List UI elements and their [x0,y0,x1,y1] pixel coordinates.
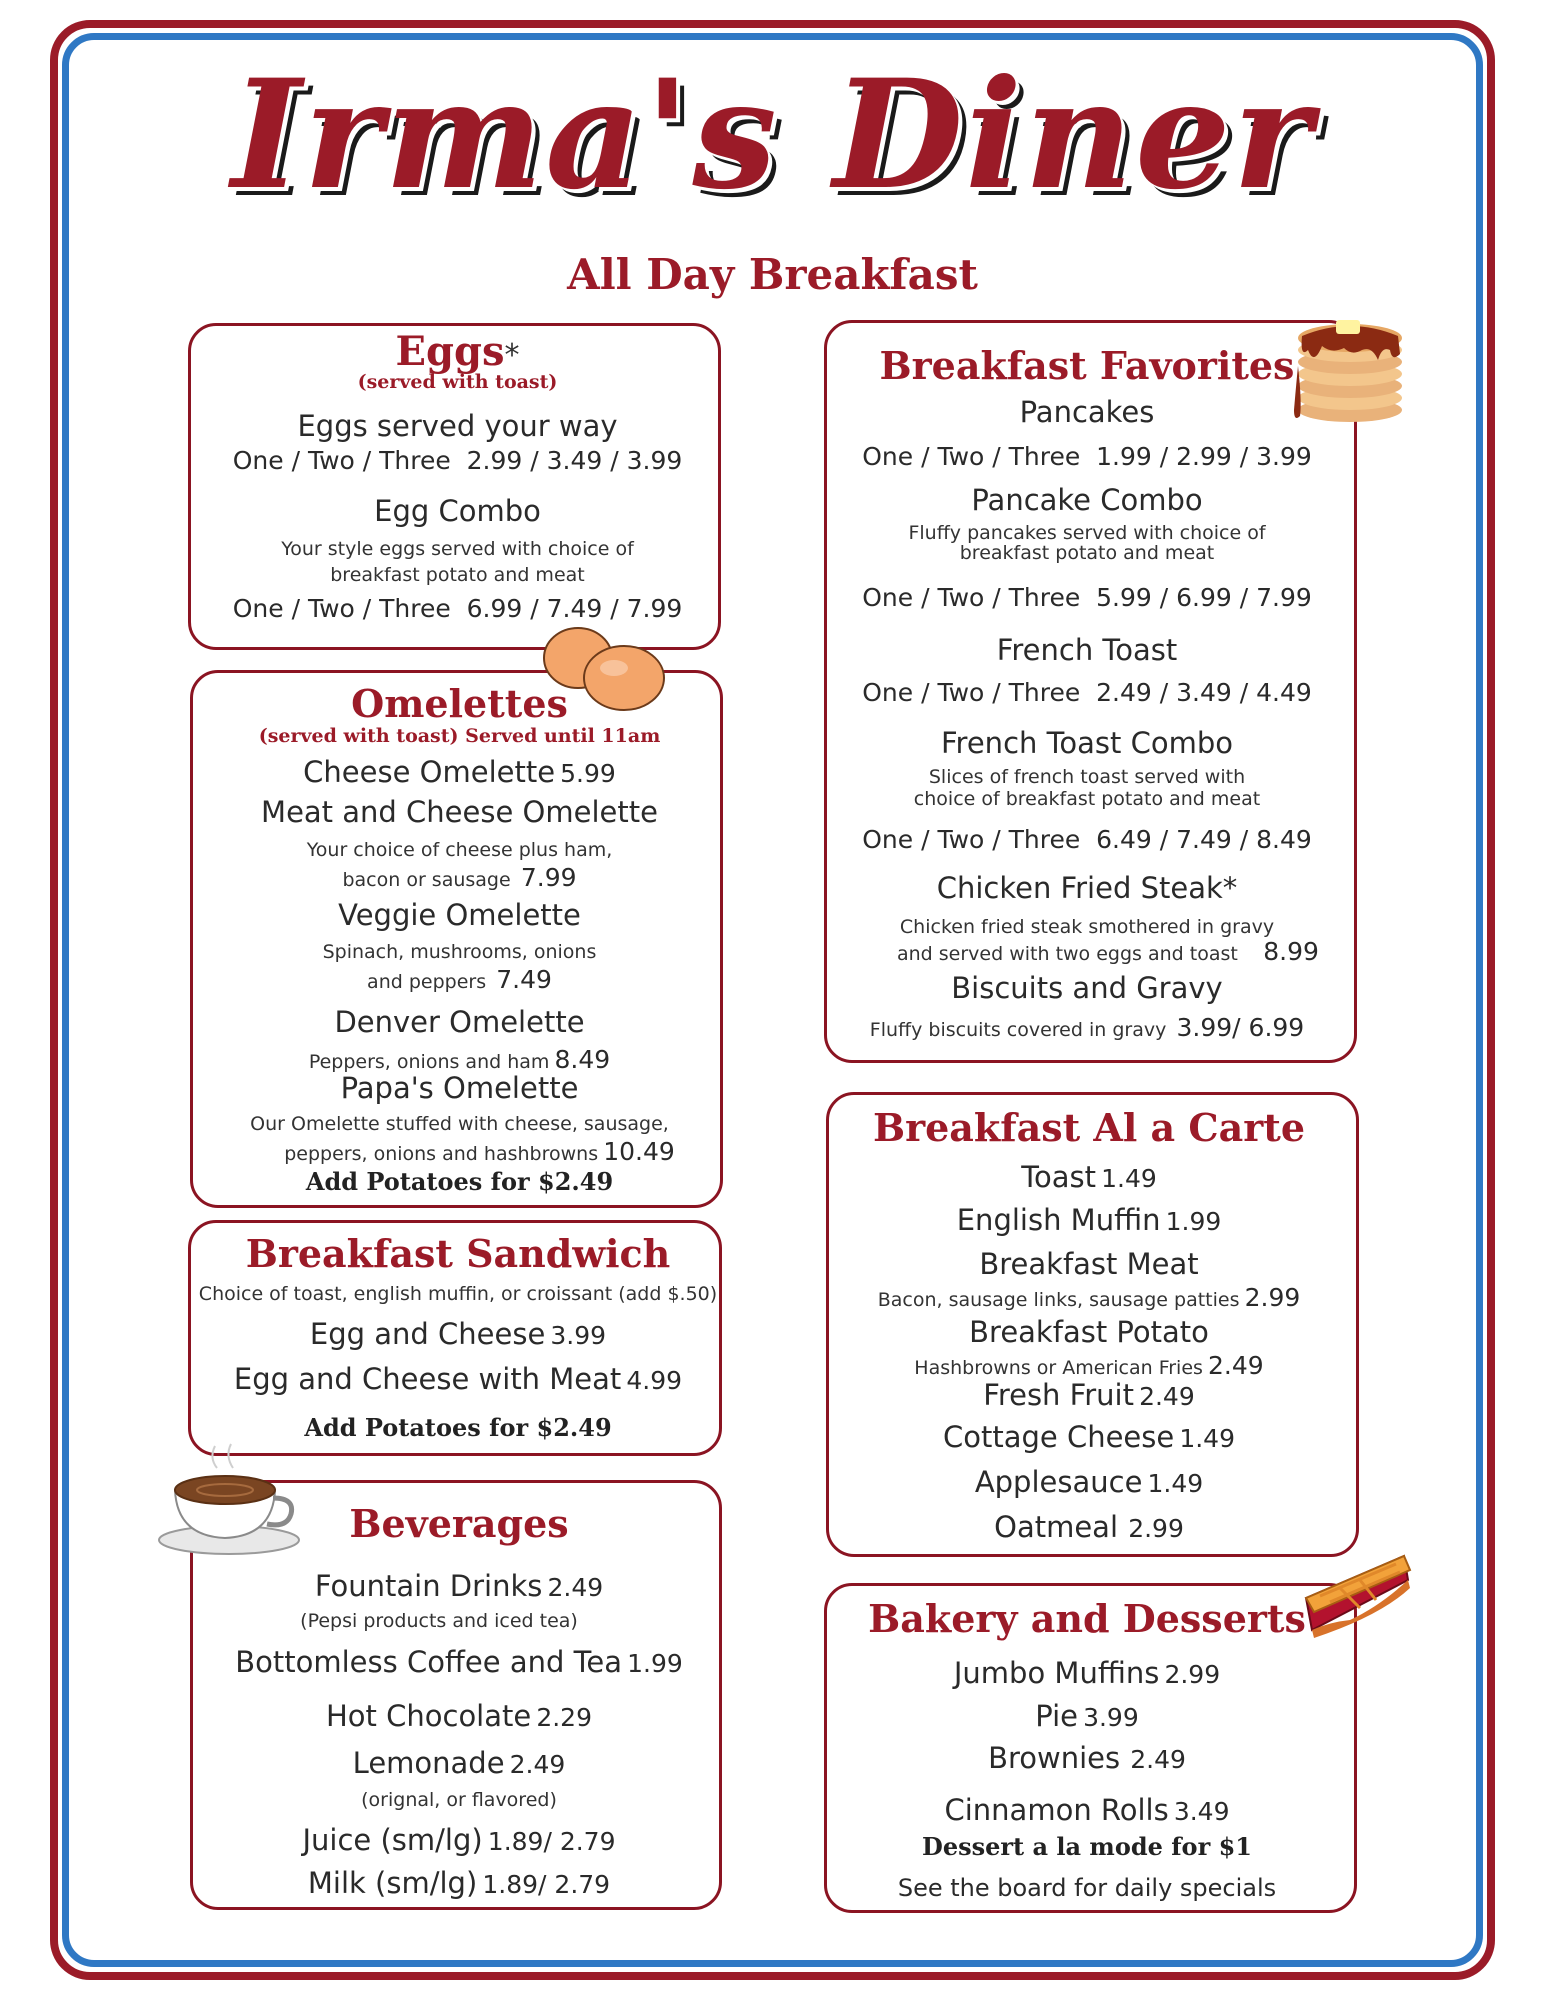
item-price: 2.49 [1208,1351,1264,1380]
item-name: Lemonade [352,1746,505,1780]
item-price: 1.49 [1101,1164,1157,1193]
item-name: Cheese Omelette [303,755,556,789]
beverage-item-desc: (orignal, or flavored) [361,1789,557,1811]
portion-label: One / Two / Three [232,446,451,475]
beverage-item-desc: (Pepsi products and iced tea) [300,1610,578,1632]
omelette-item-name: Veggie Omelette [338,898,581,932]
omelette-item-name: Denver Omelette [334,1005,585,1039]
favorite-item-name: Pancake Combo [971,483,1203,517]
omelette-item-desc-price [193,1045,726,1074]
sandwich-title: Breakfast Sandwich [245,1231,671,1276]
item-price: 1.49 [1179,1424,1235,1453]
omelette-item-desc-price [193,863,726,892]
beverage-item [193,1699,725,1733]
favorites-section [824,320,1357,1063]
item-name: Bottomless Coffee and Tea [235,1645,622,1679]
favorite-item-prices [827,678,1347,707]
item-desc: and peppers [367,971,487,993]
item-name: Chicken Fried Steak [936,871,1223,905]
add-potatoes-note: Add Potatoes for $2.49 [305,1167,614,1196]
item-price: 1.99 / 2.99 / 3.99 [1096,442,1312,471]
alacarte-item [829,1203,1349,1237]
item-name: Juice (sm/lg) [302,1823,483,1857]
item-name: Oatmeal [994,1510,1119,1544]
portion-label: One / Two / Three [232,594,451,623]
item-name: Fresh Fruit [983,1378,1134,1412]
item-name: Cottage Cheese [942,1420,1175,1454]
item-price: 6.99 / 7.49 / 7.99 [466,594,683,623]
sandwich-item [191,1317,725,1351]
item-desc: Bacon, sausage links, sausage patties [877,1289,1240,1311]
item-name: Egg and Cheese [309,1317,546,1351]
favorite-item-desc-price [897,937,1357,966]
pie-slice-icon [1300,1550,1412,1640]
item-name: Toast [1021,1160,1096,1194]
portion-label: One / Two / Three [862,678,1081,707]
item-name: Fountain Drinks [314,1569,543,1603]
item-desc: Peppers, onions and ham [308,1051,550,1073]
favorite-item-name: French Toast Combo [940,726,1233,760]
item-desc: Hashbrowns or American Fries [914,1357,1203,1379]
sandwich-desc: Choice of toast, english muffin, or croissant (add $.50) [198,1283,718,1305]
omelette-item-desc: Spinach, mushrooms, onions [322,941,597,963]
item-price: 3.99 [550,1321,607,1350]
alacarte-item-name: Breakfast Meat [979,1247,1199,1281]
eggs-subtitle: (served with toast) [357,371,558,393]
favorite-item-name: French Toast [996,633,1178,667]
item-price: 3.49 [1173,1797,1230,1826]
alacarte-item-desc-price [829,1283,1349,1312]
beverage-item [193,1866,725,1900]
omelette-item-desc: Your choice of cheese plus ham, [306,839,613,861]
sandwich-item [191,1362,725,1396]
alacarte-item [829,1420,1349,1454]
item-price: 2.49 / 3.49 / 4.49 [1096,678,1312,707]
favorite-item-desc: Chicken fried steak smothered in gravy [899,916,1275,938]
item-price: 2.49 [509,1750,566,1779]
item-price: 2.99 [1244,1283,1301,1312]
item-price: 2.49 [1139,1382,1195,1411]
item-price: 2.99 / 3.49 / 3.99 [466,446,683,475]
item-name: Brownies [988,1741,1121,1775]
portion-label: One / Two / Three [862,442,1081,471]
favorites-title: Breakfast Favorites [879,343,1295,388]
item-name: Applesauce [974,1465,1143,1499]
favorite-item-name [827,871,1347,905]
alacarte-title: Breakfast Al a Carte [872,1105,1306,1150]
omelettes-title: Omelettes [351,681,568,726]
item-price: 1.49 [1147,1469,1204,1498]
item-price: 2.49 [547,1573,604,1602]
item-price: 8.49 [554,1045,611,1074]
item-price: 7.99 [520,863,577,892]
item-name: Egg and Cheese with Meat [233,1362,622,1396]
beverage-item [193,1746,725,1780]
omelette-item-desc-price [193,965,726,994]
favorite-item-desc: choice of breakfast potato and meat [913,788,1261,810]
omelettes-section [190,670,723,1208]
favorite-item-prices [827,825,1347,854]
alacarte-item [829,1378,1349,1412]
bakery-item [827,1699,1347,1733]
favorite-item-prices [827,583,1347,612]
item-name: Cinnamon Rolls [944,1793,1169,1827]
favorite-item-desc: breakfast potato and meat [959,542,1215,564]
omelette-item-desc-price [213,1137,746,1166]
item-price: 2.99 [1164,1660,1221,1689]
eggs-title: Eggs [395,328,505,375]
beverage-item [193,1823,725,1857]
favorite-item-name: Biscuits and Gravy [951,971,1223,1005]
item-name: English Muffin [956,1203,1161,1237]
item-price: 3.99 [1083,1703,1139,1732]
bakery-item [827,1741,1347,1775]
sandwich-section [188,1220,722,1456]
item-star: * [1222,871,1238,905]
item-desc: peppers, onions and hashbrowns [284,1143,599,1165]
add-potatoes-note: Add Potatoes for $2.49 [304,1413,612,1442]
item-price: 4.99 [626,1366,683,1395]
page-title: Irma's Diner [231,47,1314,223]
item-price: 2.29 [536,1703,592,1732]
omelettes-subtitle: (served with toast) Served until 11am [258,725,661,747]
alacarte-item [829,1160,1349,1194]
item-desc: Fluffy biscuits covered in gravy [869,1019,1167,1041]
item-price: 1.99 [627,1649,683,1678]
eggs-heading [191,328,724,375]
daily-specials-note: See the board for daily specials [897,1874,1277,1902]
omelette-item-desc: Our Omelette stuffed with cheese, sausage, [250,1113,669,1135]
eggs-icon [540,616,670,716]
item-desc: and served with two eggs and toast [897,943,1238,965]
item-price: 2.49 [1130,1745,1186,1774]
bakery-item [827,1793,1347,1827]
item-price: 2.99 [1128,1514,1184,1543]
item-name: Milk (sm/lg) [307,1866,478,1900]
item-price: 5.99 [560,759,616,788]
portion-label: One / Two / Three [862,583,1081,612]
eggs-item-prices [191,446,724,475]
pancakes-icon [1292,306,1410,426]
favorite-item-desc-price [827,1013,1347,1042]
item-price: 7.49 [496,965,552,994]
favorite-item-name: Pancakes [1019,395,1155,429]
alacarte-item-desc-price [829,1351,1349,1380]
item-price: 1.99 [1165,1207,1222,1236]
item-name: Hot Chocolate [325,1699,532,1733]
beverage-item [193,1569,725,1603]
omelette-item-name: Papa's Omelette [340,1071,579,1105]
item-price: 10.49 [603,1137,675,1166]
favorite-item-desc: Slices of french toast served with [928,766,1246,788]
eggs-section [188,323,721,650]
omelette-item [193,755,726,789]
alacarte-section [826,1092,1359,1557]
alacarte-item [829,1510,1349,1544]
favorite-item-prices [827,442,1347,471]
bakery-section [824,1583,1357,1913]
item-price: 3.99/ 6.99 [1176,1013,1305,1042]
item-name: Jumbo Muffins [953,1656,1160,1690]
coffee-cup-icon [155,1440,305,1560]
item-name: Pie [1035,1699,1078,1733]
item-price: 1.89/ 2.79 [482,1870,611,1899]
favorite-item-desc: Fluffy pancakes served with choice of [908,522,1266,544]
egg-combo-desc-2: breakfast potato and meat [330,564,585,586]
alacarte-item-name: Breakfast Potato [969,1315,1209,1349]
item-price: 1.89/ 2.79 [487,1827,616,1856]
eggs-star: * [504,338,520,373]
portion-label: One / Two / Three [862,825,1081,854]
egg-combo-name: Egg Combo [374,494,541,528]
alacarte-item [829,1465,1349,1499]
beverage-item [193,1645,725,1679]
item-price: 5.99 / 6.99 / 7.99 [1096,583,1312,612]
bakery-title: Bakery and Desserts [868,1596,1306,1641]
eggs-item-name: Eggs served your way [297,409,618,443]
bakery-item [827,1656,1347,1690]
omelette-item-name: Meat and Cheese Omelette [261,795,658,829]
beverages-title: Beverages [349,1501,569,1546]
a-la-mode-note: Dessert a la mode for $1 [922,1832,1252,1861]
item-price: 8.99 [1263,937,1319,966]
item-desc: bacon or sausage [342,869,511,891]
page-subtitle: All Day Breakfast [567,250,978,299]
egg-combo-desc-1: Your style eggs served with choice of [281,538,634,560]
item-price: 6.49 / 7.49 / 8.49 [1096,825,1312,854]
